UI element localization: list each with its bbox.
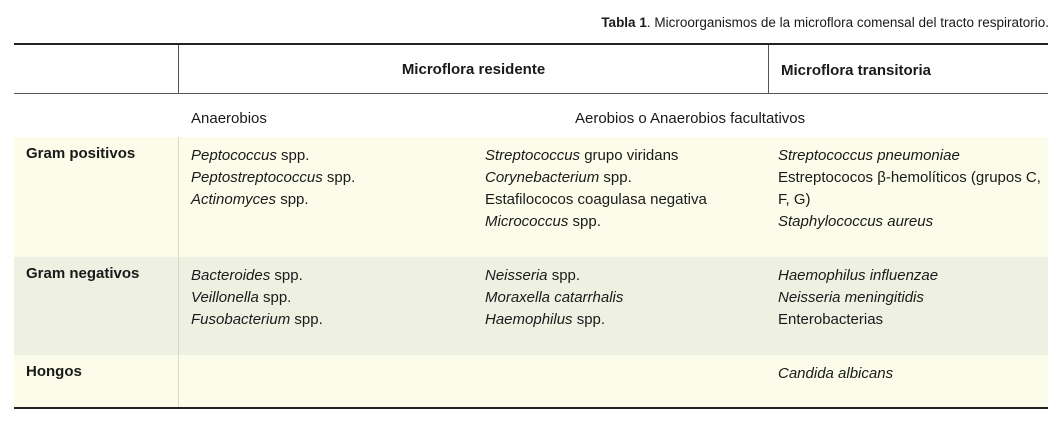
organism-name: Bacteroides (191, 267, 271, 284)
organism-detail: spp. (258, 289, 292, 306)
organism-detail: spp. (276, 191, 309, 208)
organism-name: Moraxella catarrhalis (485, 289, 624, 306)
organism-entry (778, 265, 1048, 287)
organism-detail: Estreptococos β-hemolíticos (grupos C, F, G) (778, 169, 1041, 208)
organism-name: Streptococcus pneumoniae (778, 147, 960, 164)
organism-name: Streptococcus (485, 147, 581, 164)
organism-detail: spp. (568, 213, 601, 230)
organism-detail: spp. (322, 169, 356, 186)
organism-detail: spp. (599, 169, 632, 186)
organism-entry (778, 211, 1048, 233)
organism-entry (485, 145, 707, 167)
row-label: Hongos (26, 363, 82, 380)
cell-aerobes (485, 265, 623, 331)
organism-entry (778, 309, 1048, 331)
table-caption (601, 15, 1049, 30)
table-row (14, 257, 1048, 355)
organism-name: Staphylococcus aureus (778, 213, 934, 230)
table-row (14, 137, 1048, 257)
header-divider-right (768, 45, 769, 93)
cell-anaerobes (191, 145, 355, 211)
organism-name: Corynebacterium (485, 169, 600, 186)
cell-transient (778, 363, 1048, 385)
table-row (14, 355, 1048, 407)
header-resident: Microflora residente (401, 61, 546, 78)
organism-name: Peptococcus (191, 147, 277, 164)
organism-entry (485, 211, 707, 233)
organism-name: Peptostreptococcus (191, 169, 323, 186)
organism-name: Neisseria (485, 267, 548, 284)
row-label: Gram negativos (26, 265, 140, 282)
subheader-row (14, 94, 1048, 137)
organism-name: Actinomyces (191, 191, 277, 208)
organism-name: Micrococcus (485, 213, 569, 230)
organism-entry (191, 287, 323, 309)
organism-name: Haemophilus influenzae (778, 267, 939, 284)
organism-entry (485, 287, 623, 309)
subheader-aerobes: Aerobios o Anaerobios facultativos (575, 110, 806, 127)
organism-detail: Enterobacterias (778, 311, 884, 328)
organism-detail: spp. (270, 267, 303, 284)
caption-label: Tabla 1 (601, 15, 647, 30)
organism-detail: spp. (290, 311, 323, 328)
organism-entry (778, 287, 1048, 309)
table-top-rule (14, 43, 1048, 45)
organism-detail: Estafilococos coagulasa negativa (485, 191, 707, 208)
cell-transient (778, 265, 1048, 331)
organism-name: Candida albicans (778, 365, 894, 382)
organism-entry (778, 363, 1048, 385)
organism-detail: spp. (276, 147, 310, 164)
organism-name: Neisseria meningitidis (778, 289, 924, 306)
organism-entry (485, 189, 707, 211)
organism-entry (191, 145, 355, 167)
organism-name: Haemophilus (485, 311, 573, 328)
organism-entry (191, 309, 323, 331)
caption-text: . Microorganismos de la microflora comensal del tracto respiratorio. (646, 15, 1049, 30)
organism-detail: spp. (547, 267, 581, 284)
organism-entry (191, 189, 355, 211)
organism-entry (191, 167, 355, 189)
organism-entry (191, 265, 323, 287)
cell-anaerobes (191, 265, 323, 331)
organism-entry (485, 167, 707, 189)
organism-entry (485, 265, 623, 287)
row-label: Gram positivos (26, 145, 136, 162)
organism-name: Fusobacterium (191, 311, 291, 328)
table-bottom-rule (14, 407, 1048, 409)
organism-entry (778, 167, 1048, 211)
row-label-divider (178, 257, 179, 355)
row-label-divider (178, 355, 179, 407)
cell-transient (778, 145, 1048, 233)
organism-detail: grupo viridans (580, 147, 679, 164)
organism-detail: spp. (572, 311, 606, 328)
organism-entry (485, 309, 623, 331)
organism-entry (778, 145, 1048, 167)
header-transient: Microflora transitoria (781, 62, 932, 79)
cell-aerobes (485, 145, 707, 233)
subheader-anaerobes: Anaerobios (191, 110, 267, 127)
organism-name: Veillonella (191, 289, 259, 306)
row-label-divider (178, 137, 179, 257)
